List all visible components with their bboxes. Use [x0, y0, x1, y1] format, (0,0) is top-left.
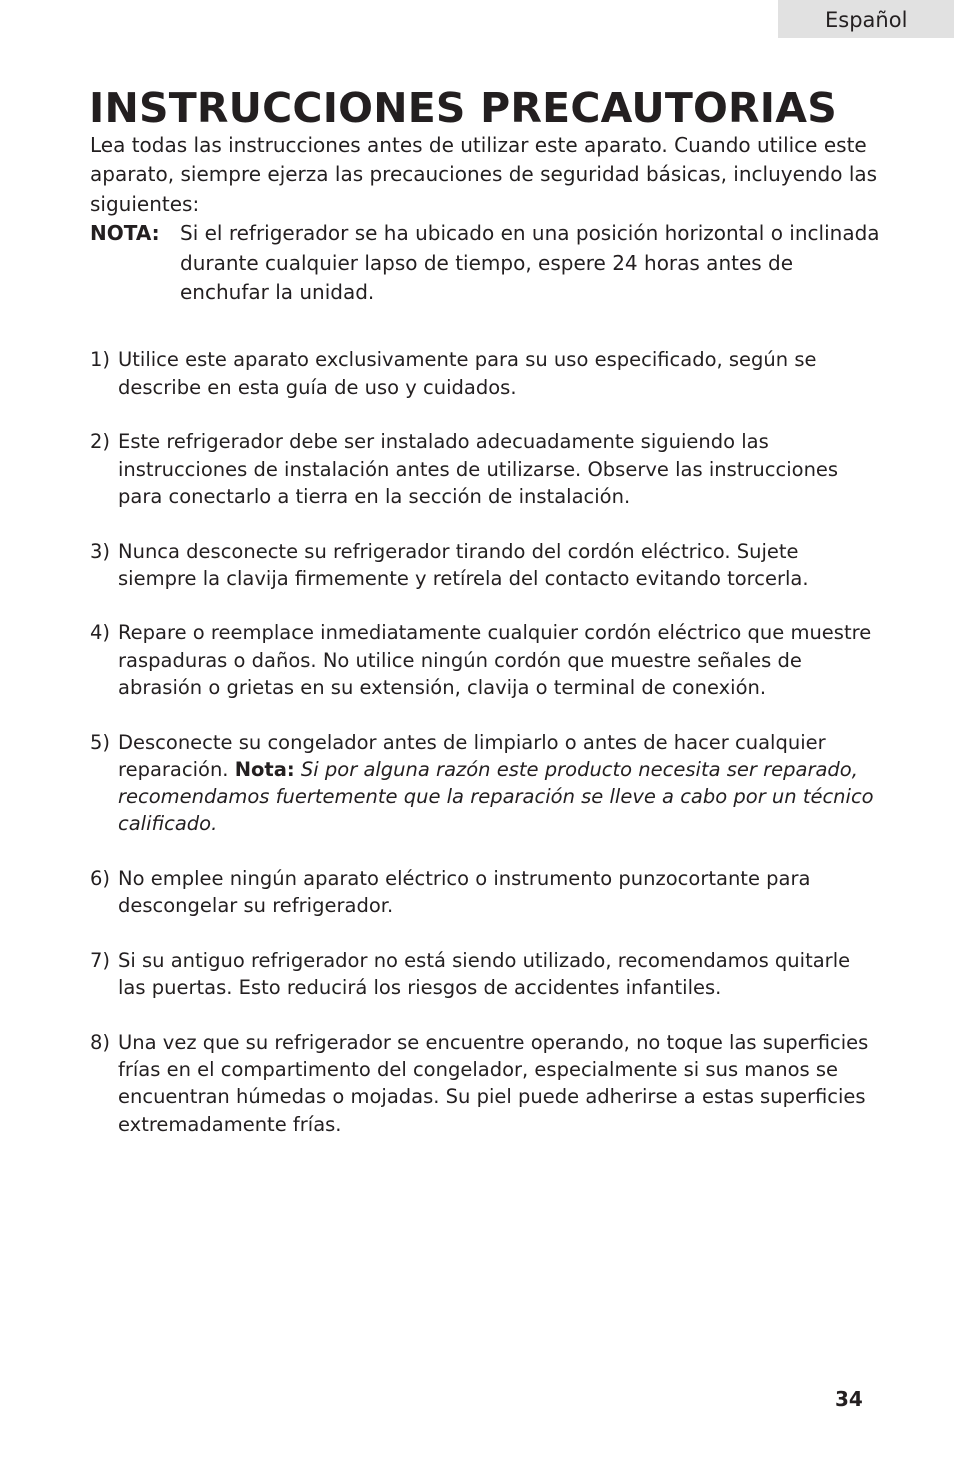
- item-note-label: Nota:: [234, 757, 295, 781]
- language-label: Español: [825, 8, 908, 32]
- note-label: NOTA:: [90, 221, 160, 246]
- list-item: [90, 428, 880, 510]
- item-text: Este refrigerador debe ser instalado adecuadamente siguiendo las instrucciones de instalación antes de utilizarse. Observe las instrucciones para conectarlo a tierra en la sección de instalación.: [118, 430, 839, 508]
- item-text: Desconecte su congelador antes de limpiarlo o antes de hacer cualquier reparación.: [118, 730, 826, 781]
- item-number: 7): [90, 948, 111, 972]
- item-number: 5): [90, 730, 111, 754]
- note-text: Si el refrigerador se ha ubicado en una posición horizontal o inclinada durante cualquier lapso de tiempo, espere 24 horas antes de enchufar la unidad.: [180, 221, 880, 305]
- item-number: 1): [90, 348, 111, 372]
- item-number: 6): [90, 867, 111, 891]
- item-text: Nunca desconecte su refrigerador tirando del cordón eléctrico. Sujete siempre la clavija firmemente y retírela del contacto evitando torcerla.: [118, 539, 809, 590]
- item-text: No emplee ningún aparato eléctrico o instrumento punzocortante para descongelar su refrigerador.: [118, 867, 811, 918]
- item-text: Utilice este aparato exclusivamente para su uso especificado, según se describe en esta guía de uso y cuidados.: [118, 348, 817, 399]
- list-item: [90, 1029, 880, 1138]
- item-text: Una vez que su refrigerador se encuentre operando, no toque las superficies frías en el compartimento del congelador, especialmente si sus manos se encuentran húmedas o mojadas. Su piel puede adherirse a estas superficies extremadamente frías.: [118, 1030, 869, 1136]
- page-title: INSTRUCCIONES PRECAUTORIAS: [89, 84, 837, 132]
- item-text-group: [118, 729, 880, 838]
- note-block: [90, 219, 880, 307]
- list-item: [90, 729, 880, 838]
- item-text: Repare o reemplace inmediatamente cualquier cordón eléctrico que muestre raspaduras o daños. No utilice ningún cordón que muestre señales de abrasión o grietas en su extensión, clavija o terminal de conexión.: [118, 621, 872, 699]
- list-item: [90, 538, 880, 593]
- item-text: Si su antiguo refrigerador no está siendo utilizado, recomendamos quitarle las puertas. Esto reducirá los riesgos de accidentes infantiles.: [118, 948, 851, 1000]
- list-item: [90, 865, 880, 920]
- page-number: 34: [835, 1387, 863, 1411]
- item-number: 8): [90, 1030, 111, 1054]
- item-number: 2): [90, 430, 111, 454]
- precautions-list: [90, 346, 880, 1138]
- item-note-text: Si por alguna razón este producto necesita ser reparado, recomendamos fuertemente que la reparación se lleve a cabo por un técnico calificado.: [118, 757, 874, 836]
- item-number: 4): [90, 621, 111, 645]
- language-tab: [778, 0, 954, 38]
- list-item: [90, 947, 880, 1002]
- list-item: [90, 346, 880, 401]
- intro-paragraph: Lea todas las instrucciones antes de utilizar este aparato. Cuando utilice este aparato, siempre ejerza las precauciones de seguridad básicas, incluyendo las siguientes:: [90, 133, 878, 216]
- document-body: [90, 131, 880, 1165]
- list-item: [90, 619, 880, 701]
- item-number: 3): [90, 539, 111, 563]
